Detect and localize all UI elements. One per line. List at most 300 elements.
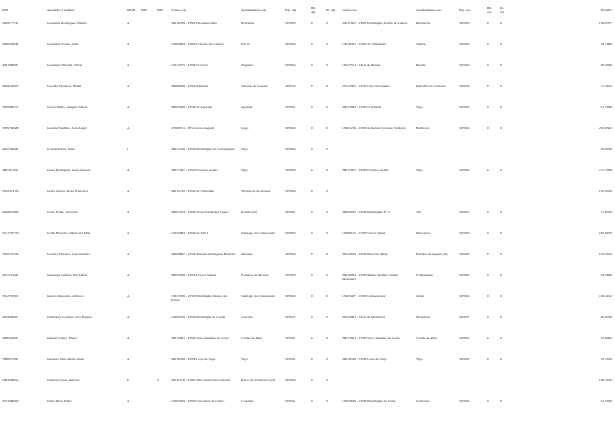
table-cell: 597004 <box>285 147 296 151</box>
table-cell: 15025487 - CEIP Campomaior <box>342 294 386 298</box>
table-cell: 0 <box>311 63 313 67</box>
table-cell: 15001239 - CEIP Armando Cotarelo Valledor <box>342 126 406 130</box>
table-cell: 15003039 - CEIP Cervantes de Castro <box>171 399 225 403</box>
table-cell: 0 <box>311 168 313 172</box>
table-row <box>0 270 615 291</box>
column-header: MOD <box>127 7 136 12</box>
table-cell: 15003376 - CEIP Plurilingüe O Conde <box>171 315 226 319</box>
table-cell: 597037 <box>459 315 470 319</box>
table-cell: 597004 <box>459 63 470 67</box>
table-cell: Fornelos de Montes <box>241 273 269 277</box>
table-cell <box>457 186 485 207</box>
table-cell: 32016789 - CEIP Filomena Dato <box>171 21 218 25</box>
table-cell: 597004 <box>285 378 296 382</box>
table-cell: 597004 <box>285 168 296 172</box>
table-cell: Monterrei <box>416 315 430 319</box>
table-cell: 0 <box>500 168 502 172</box>
table-cell: 36015861 - CEIP San Clemente de Cesar <box>342 336 400 340</box>
table-cell: 597001 <box>285 357 296 361</box>
table-cell: 0 <box>500 126 502 130</box>
table-cell: A <box>127 126 130 130</box>
table-cell: Caldas de Reis <box>241 336 262 340</box>
table-cell: A <box>127 252 130 256</box>
table-cell: 597003 <box>285 21 296 25</box>
column-header: Centro res. <box>342 7 358 12</box>
table-cell: Grueiro Ferreiro, José Antonio <box>47 252 90 256</box>
table-cell <box>139 144 155 165</box>
table-cell: 597001 <box>459 399 470 403</box>
table-cell: A <box>127 399 130 403</box>
table-cell: 0 <box>487 315 489 319</box>
table-cell: 182,9079 <box>598 231 612 235</box>
table-cell: 597004 <box>285 42 296 46</box>
table-cell: 36070110G <box>2 168 19 172</box>
table-cell: 0 <box>500 273 502 277</box>
table-cell: 33859891Y <box>2 105 19 109</box>
table-cell: 0 <box>500 252 502 256</box>
table-cell: 22,5666 <box>600 273 612 277</box>
table-cell <box>155 207 169 228</box>
table-cell: 11,8330 <box>600 210 612 214</box>
table-cell: 0 <box>487 273 489 277</box>
table-cell: Santiso <box>416 42 427 46</box>
table-cell: 27006551 - IES Lucas Augusti <box>171 126 215 130</box>
table-cell: 0 <box>500 315 502 319</box>
table-cell: 36015861 - CEIP San Clemente de Cesar <box>171 336 229 340</box>
table-cell: 0 <box>487 399 489 403</box>
table-row <box>0 144 615 165</box>
table-cell: 0 <box>311 315 313 319</box>
table-cell: A <box>127 168 130 172</box>
table-cell: 0 <box>311 252 313 256</box>
table-cell: Culleredo <box>416 399 430 403</box>
table-cell <box>139 207 155 228</box>
table-row <box>0 312 615 333</box>
table-cell <box>414 186 457 207</box>
table-cell: 597035 <box>285 84 296 88</box>
table-cell: 0 <box>326 294 328 298</box>
table-cell: Agolada <box>241 105 253 109</box>
table-cell: 0 <box>326 231 328 235</box>
table-cell: 76883379E <box>2 357 19 361</box>
table-cell: 0 <box>326 105 328 109</box>
table-cell <box>155 396 169 417</box>
table-row <box>0 375 615 396</box>
table-cell <box>340 144 414 165</box>
table-cell: 28,3498 <box>600 63 612 67</box>
table-cell <box>485 144 498 165</box>
table-cell: Grande Pérez, Elías <box>47 147 75 151</box>
table-cell: Grille Herreira, María del Pilar <box>47 231 91 235</box>
table-cell: 0 <box>487 357 489 361</box>
table-cell: 36009035 - CEIP Plurilingüe Nº 2 <box>342 210 390 214</box>
table-cell <box>155 60 169 81</box>
table-cell: 32665462B <box>2 42 19 46</box>
table-cell: Ribadavia <box>416 21 431 25</box>
table-cell: Guitián López, Alfredo <box>47 378 80 382</box>
table-cell: 15016565 - CEIP de Vilarmaior <box>342 42 387 46</box>
table-cell: 135,4332 <box>598 189 612 193</box>
table-cell <box>139 270 155 291</box>
table-cell: 32011378 - CEIP Julio Gurriarán Carballo <box>171 378 231 382</box>
table-cell: 36017697 - CEIP Escultor Acuña <box>342 168 389 172</box>
table-cell: 19,1666 <box>600 42 612 46</box>
table-cell: Lousame <box>241 399 254 403</box>
table-cell: 36003489 - CEIP de Agolada <box>171 105 213 109</box>
table-body <box>0 18 615 417</box>
table-cell <box>139 123 155 144</box>
table-cell: A <box>127 336 130 340</box>
table-cell: 36015536 - CEIP Plurilingüe de Carrasqueira <box>171 147 235 151</box>
table-cell: 76864029F <box>2 336 18 340</box>
table-row <box>0 186 615 207</box>
table-cell <box>155 123 169 144</box>
table-cell: 597003 <box>459 231 470 235</box>
column-header: Bil. adj. <box>311 5 317 14</box>
table-cell: 0 <box>326 42 328 46</box>
table-cell: 597003 <box>285 273 296 277</box>
table-cell <box>155 81 169 102</box>
table-cell: 0 <box>487 63 489 67</box>
table-cell: 15006663 - CEIP Cruceiro de Canido <box>171 42 224 46</box>
table-cell: 0 <box>311 336 313 340</box>
table-cell: 597001 <box>285 399 296 403</box>
table-cell: Guimarey Coelaire, Eva Raquel <box>47 315 92 319</box>
table-cell: 0 <box>487 210 489 214</box>
table-cell: 31,3330 <box>600 399 612 403</box>
table-cell: 0 <box>500 84 502 88</box>
table-cell: 0 <box>311 378 313 382</box>
table-cell: Fontemanas <box>416 273 433 277</box>
table-row <box>0 60 615 81</box>
table-cell: 44675964R <box>2 147 19 151</box>
table-cell <box>139 60 155 81</box>
table-cell: Vigo <box>416 357 423 361</box>
table-cell: 44091463Y <box>2 84 19 88</box>
table-cell: 0 <box>326 147 328 151</box>
table-cell: Porriño (O) <box>241 210 258 214</box>
table-cell: 597004 <box>459 126 470 130</box>
table-cell: 597004 <box>459 42 470 46</box>
table-cell: 44810983F <box>2 63 18 67</box>
table-cell: 597004 <box>285 189 296 193</box>
table-cell: 597004 <box>285 126 296 130</box>
column-header: DPC <box>141 7 148 12</box>
table-cell: 21,7998 <box>600 105 612 109</box>
table-cell: 0 <box>326 378 328 382</box>
column-header: Esp. res. <box>459 7 471 12</box>
table-cell: 597001 <box>459 105 470 109</box>
table-row <box>0 249 615 270</box>
table-cell: 0 <box>326 399 328 403</box>
table-cell: 36017697 - CEIP Escultor Acuña <box>171 168 218 172</box>
table-cell: J <box>127 147 129 151</box>
table-cell <box>457 375 485 396</box>
table-cell: 36012742 - CEIP de Vilanoiño <box>171 189 215 193</box>
table-cell: Guerra Relaceño, Alfonso <box>47 294 84 298</box>
table-cell: 15013575 - CEIP O Cruce <box>171 63 209 67</box>
table-row <box>0 291 615 312</box>
table-cell: A <box>127 294 130 298</box>
table-cell: 597003 <box>285 231 296 235</box>
table-cell: Negreira <box>241 63 254 67</box>
table-cell <box>498 375 511 396</box>
table-cell: Barco de Valdeorras (O) <box>241 378 276 382</box>
table-cell: 0 <box>311 105 313 109</box>
table-cell: A <box>127 189 130 193</box>
table-cell: Guisado Taín, María Jesús <box>47 357 85 361</box>
table-cell: 597004 <box>459 168 470 172</box>
table-cell: 0 <box>311 147 313 151</box>
table-cell: E <box>127 378 130 382</box>
table-row <box>0 39 615 60</box>
table-cell: 32011305 - CEIP Plurilingüe Tomás de Lemos <box>342 21 408 25</box>
table-cell: 0 <box>500 21 502 25</box>
table-cell: 31517677W <box>2 231 20 235</box>
table-cell: 29,8330 <box>600 147 612 151</box>
table-cell: Rianxo <box>416 63 427 67</box>
table-cell: 0 <box>500 399 502 403</box>
table-cell <box>139 186 155 207</box>
table-cell: A <box>127 42 130 46</box>
table-cell: 0 <box>326 84 328 88</box>
table-cell: 210,6582 <box>598 126 612 130</box>
table-cell: 0 <box>487 126 489 130</box>
table-cell: 32008907 - CEIP Amador Rodríguez Barreiro <box>171 252 236 256</box>
table-cell: 36015863 - CEIP O Pombal <box>342 105 382 109</box>
table-cell: 15013539 - CEIP Plurilingüe Monte dos Postes <box>171 294 228 303</box>
table-cell: 0 <box>487 105 489 109</box>
table-cell: 117,7498 <box>599 168 612 172</box>
table-cell: 15027551 - CRA de Rianxo <box>342 63 382 67</box>
table-cell: Tui <box>416 210 421 214</box>
table-cell: González Varela, Abel <box>47 42 79 46</box>
table-cell: 597004 <box>285 63 296 67</box>
table-cell <box>155 39 169 60</box>
table-cell: Guilá Díaz, Pablo <box>47 399 72 403</box>
table-cell <box>155 291 169 312</box>
table-cell: 0 <box>326 210 328 214</box>
column-header: Baremo <box>600 7 612 12</box>
table-cell <box>139 396 155 417</box>
table-cell: 33857664H <box>2 126 19 130</box>
table-cell <box>139 228 155 249</box>
table-cell: 33223141D <box>2 189 19 193</box>
table-cell: 0 <box>487 336 489 340</box>
table-cell <box>155 165 169 186</box>
table-cell: 0 <box>326 126 328 130</box>
table-cell: 0 <box>326 168 328 172</box>
table-cell <box>498 144 511 165</box>
table-row <box>0 102 615 123</box>
table-cell: Vigo <box>416 168 423 172</box>
table-cell: 597001 <box>459 336 470 340</box>
table-cell: 597003 <box>459 273 470 277</box>
table-row <box>0 333 615 354</box>
table-row <box>0 18 615 39</box>
table-cell: 156,6767 <box>598 21 612 25</box>
table-cell: 0 <box>487 252 489 256</box>
table-cell: Pedrafita do Cebreiro <box>416 84 447 88</box>
table-cell: Santiago de Compostela <box>241 231 276 235</box>
table-cell: 0 <box>500 294 502 298</box>
table-row <box>0 207 615 228</box>
table-cell: 0 <box>487 42 489 46</box>
table-cell: 597001 <box>459 210 470 214</box>
table-cell: 26,8330 <box>600 315 612 319</box>
table-row <box>0 81 615 102</box>
table-cell <box>139 333 155 354</box>
table-cell: 33227976X <box>2 294 19 298</box>
table-cell: 597037 <box>285 315 296 319</box>
table-cell <box>155 354 169 375</box>
table-cell: Santiago de Compostela <box>241 294 276 298</box>
table-row <box>0 354 615 375</box>
table-cell <box>139 39 155 60</box>
table-cell: 0 <box>311 189 313 193</box>
table-cell: 0 <box>326 357 328 361</box>
table-row <box>0 228 615 249</box>
table-cell <box>155 18 169 39</box>
table-cell: 36016538 - CEIP Lope de Vega <box>171 357 216 361</box>
column-header: Ití. adj. <box>326 7 337 12</box>
table-cell: 199,3332 <box>598 378 612 382</box>
table-cell <box>139 354 155 375</box>
table-cell: González Villarán, Silvia <box>47 63 83 67</box>
table-cell: 36007923 - CEIP Xosé Fernández López <box>171 210 229 214</box>
table-cell: 44486239D <box>2 210 19 214</box>
table-cell: A <box>127 84 130 88</box>
table-row <box>0 396 615 417</box>
table-cell: 33,3332 <box>600 357 612 361</box>
table-cell: A <box>127 63 130 67</box>
table-cell: Cerceda <box>241 315 253 319</box>
table-cell: 0 <box>326 315 328 319</box>
table-cell: A <box>127 315 130 319</box>
table-cell: Ferrol <box>241 42 250 46</box>
table-cell <box>155 312 169 333</box>
table-cell: Grande Fandiño, José Ángel <box>47 126 87 130</box>
table-cell: 597001 <box>285 105 296 109</box>
table-cell: 36008489 - CEIP Aldarzia <box>171 84 209 88</box>
table-cell: González Rodríguez, Emilio <box>47 21 87 25</box>
table-cell <box>139 81 155 102</box>
table-cell: Macarrera <box>416 231 431 235</box>
table-cell: 0 <box>487 168 489 172</box>
table-cell: 597003 <box>459 21 470 25</box>
table-cell: 10045690A <box>2 378 19 382</box>
table-cell: Lugo <box>241 126 249 130</box>
table-cell: S <box>157 378 159 382</box>
table-cell: 15023083 - CEIP de Vite I <box>171 231 209 235</box>
table-cell <box>139 312 155 333</box>
table-cell <box>155 102 169 123</box>
table-cell: Salceda de Caselas <box>241 84 268 88</box>
table-cell: 0 <box>326 21 328 25</box>
table-cell: Vigo <box>241 357 248 361</box>
table-row <box>0 123 615 144</box>
table-cell <box>457 144 485 165</box>
table-cell: Boimorto <box>416 126 430 130</box>
table-cell: 133,4332 <box>598 252 612 256</box>
table-cell: 0 <box>311 21 313 25</box>
table-cell: A <box>127 210 130 214</box>
column-header: Centro adj. <box>171 7 187 12</box>
table-cell: A <box>127 105 130 109</box>
table-cell <box>139 102 155 123</box>
table-cell: 32016929 - CEIP Bea-Cho-Bety <box>342 252 388 256</box>
table-cell: 597004 <box>459 294 470 298</box>
table-cell: 0 <box>326 189 328 193</box>
table-cell: 118,4162 <box>599 294 612 298</box>
table-cell: A <box>127 231 130 235</box>
table-cell <box>485 186 498 207</box>
table-cell: Vigo <box>241 147 248 151</box>
table-cell <box>340 375 414 396</box>
table-cell: Grela Santos, Rosa Francisca <box>47 189 89 193</box>
table-cell <box>498 186 511 207</box>
table-cell: 32032981 - CRA de Montarrei <box>342 315 385 319</box>
table-cell: 0 <box>487 84 489 88</box>
table-cell <box>340 186 414 207</box>
table-cell: 597001 <box>459 357 470 361</box>
table-cell <box>155 249 169 270</box>
table-cell: 0 <box>500 231 502 235</box>
table-cell: Guísanga Gómez, Iria María <box>47 273 88 277</box>
table-cell <box>414 375 457 396</box>
table-cell: 0 <box>311 273 313 277</box>
table-cell: 0 <box>311 231 313 235</box>
table-cell: 0 <box>487 231 489 235</box>
table-cell: 0 <box>311 294 313 298</box>
table-cell: 0 <box>326 252 328 256</box>
column-header: Ayuntamiento res. <box>416 7 442 12</box>
table-cell: 0 <box>311 399 313 403</box>
column-header: Ayuntamiento adj. <box>241 7 267 12</box>
table-cell: 36172144K <box>2 273 19 277</box>
table-cell: 597004 <box>285 294 296 298</box>
table-cell: 0 <box>311 357 313 361</box>
column-header: DPL <box>157 7 164 12</box>
table-cell: 597035 <box>459 84 470 88</box>
table-cell: Guirnil Castro, Elena <box>47 336 77 340</box>
table-cell: 76701375D <box>2 252 19 256</box>
table-cell: 597004 <box>459 252 470 256</box>
table-row <box>0 165 615 186</box>
table-cell: 0 <box>311 84 313 88</box>
table-cell: 597004 <box>285 252 296 256</box>
header-row <box>0 0 615 18</box>
table-cell: 597001 <box>285 336 296 340</box>
table-cell <box>139 291 155 312</box>
table-cell: 0 <box>311 126 313 130</box>
table-cell: 17,3164 <box>600 84 612 88</box>
table-cell: 0 <box>500 336 502 340</box>
table-cell: Barbadás <box>241 21 255 25</box>
table-cell: 0 <box>500 105 502 109</box>
table-cell: A <box>127 357 130 361</box>
table-cell <box>414 144 457 165</box>
table-cell <box>139 165 155 186</box>
table-cell: 27015967 - CEIP Uxío Novoneira <box>342 84 390 88</box>
table-cell: Vilagarcía de Arousa <box>241 189 271 193</box>
table-cell: 34997777P <box>2 21 18 25</box>
table-cell: Caldas de Reis <box>416 336 437 340</box>
table-cell: Grela Rodríguez, Juan Antonio <box>47 168 91 172</box>
table-cell: Gotelo Bello, Amparo María <box>47 105 88 109</box>
table-cell <box>139 375 155 396</box>
table-cell: 0 <box>487 21 489 25</box>
